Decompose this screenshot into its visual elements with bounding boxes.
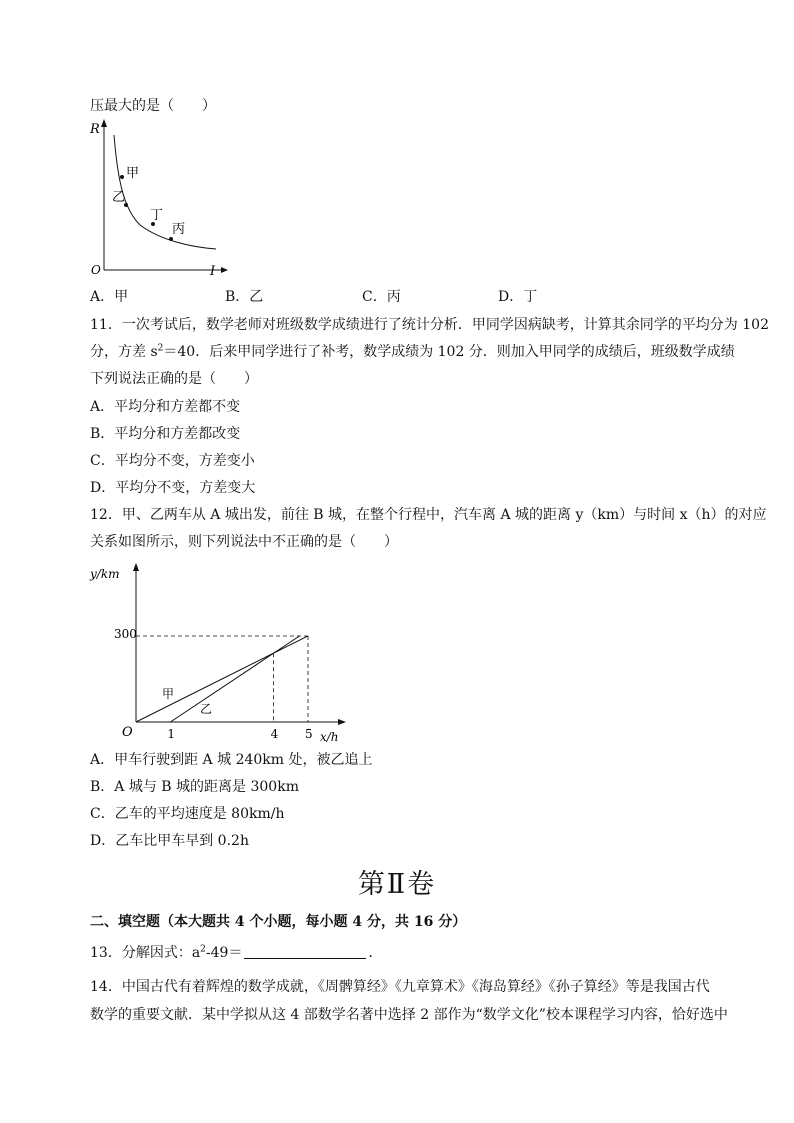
origin-label-q12: O bbox=[122, 725, 133, 740]
q10-graph bbox=[80, 115, 230, 285]
q11-option-b[interactable]: B．平均分和方差都改变 bbox=[90, 426, 241, 442]
q11-line2-a: 分，方差 s bbox=[90, 344, 158, 360]
section2-heading: 二、填空题（本大题共 4 个小题，每小题 4 分，共 16 分） bbox=[90, 914, 467, 930]
q11-line2-b: ＝40．后来甲同学进行了补考，数学成绩为 102 分．则加入甲同学的成绩后，班级数学成绩 bbox=[163, 344, 735, 360]
y-axis-label: y/km bbox=[90, 567, 120, 581]
q12-line1: 12．甲、乙两车从 A 城出发，前往 B 城，在整个行程中，汽车离 A 城的距离 y（km）与时间 x（h）的对应 bbox=[90, 507, 767, 523]
series-jia-line bbox=[136, 636, 308, 722]
q13-end: ． bbox=[368, 945, 383, 961]
axis-label-i: I bbox=[210, 264, 216, 279]
q11-line1: 11．一次考试后，数学老师对班级数学成绩进行了统计分析．甲同学因病缺考，计算其余同学的平均分为 102 bbox=[90, 317, 769, 333]
label-jia: 甲 bbox=[126, 166, 140, 181]
q10-option-a[interactable]: A．甲 bbox=[90, 289, 129, 305]
series-yi-line bbox=[170, 636, 299, 722]
q11-line3: 下列说法正确的是（ ） bbox=[90, 371, 258, 387]
q10-option-c[interactable]: C．丙 bbox=[362, 289, 401, 305]
q12-graph bbox=[84, 560, 364, 750]
x-tick-4: 4 bbox=[270, 727, 279, 741]
q13 bbox=[90, 944, 382, 962]
q13-a: 13．分解因式：a bbox=[90, 945, 201, 961]
q12-option-a[interactable]: A．甲车行驶到距 A 城 240km 处，被乙追上 bbox=[90, 752, 373, 768]
q12-option-d[interactable]: D．乙车比甲车早到 0.2h bbox=[90, 833, 249, 849]
x-tick-1: 1 bbox=[167, 727, 176, 741]
q10-option-b[interactable]: B．乙 bbox=[225, 289, 264, 305]
q12-option-b[interactable]: B．A 城与 B 城的距离是 300km bbox=[90, 779, 299, 795]
x-axis-label: x/h bbox=[320, 730, 339, 744]
point-bing bbox=[169, 237, 173, 241]
label-yi: 乙 bbox=[112, 190, 126, 205]
label-ding: 丁 bbox=[150, 208, 164, 223]
q11-option-d[interactable]: D．平均分不变，方差变大 bbox=[90, 480, 256, 496]
q10-stem: 压最大的是（ ） bbox=[90, 98, 216, 114]
q10-option-d[interactable]: D．丁 bbox=[498, 289, 538, 305]
q11-sup: 2 bbox=[157, 343, 164, 354]
q11-line2 bbox=[90, 343, 735, 361]
q11-option-a[interactable]: A．平均分和方差都不变 bbox=[90, 399, 241, 415]
q13-b: -49＝ bbox=[205, 945, 243, 961]
origin-label: O bbox=[91, 263, 101, 277]
y-tick-300: 300 bbox=[114, 627, 137, 641]
x-tick-5: 5 bbox=[305, 727, 313, 741]
series-jia-label: 甲 bbox=[162, 687, 175, 701]
q14-line1: 14．中国古代有着辉煌的数学成就，《周髀算经》《九章算术》《海岛算经》《孙子算经》等是我国古代 bbox=[90, 979, 710, 995]
q13-sup: 2 bbox=[200, 944, 206, 955]
q13-answer-blank[interactable] bbox=[244, 944, 366, 959]
q12-option-c[interactable]: C．乙车的平均速度是 80km/h bbox=[90, 806, 285, 822]
part2-title: 第Ⅱ卷 bbox=[357, 869, 437, 900]
point-jia bbox=[120, 175, 124, 179]
q11-option-c[interactable]: C．平均分不变，方差变小 bbox=[90, 453, 255, 469]
q12-line2: 关系如图所示，则下列说法中不正确的是（ ） bbox=[90, 534, 398, 550]
axis-label-r: R bbox=[90, 122, 100, 137]
label-bing: 丙 bbox=[172, 222, 186, 237]
q14-line2: 数学的重要文献．某中学拟从这 4 部数学名著中选择 2 部作为“数学文化”校本课程学习内容，恰好选中 bbox=[90, 1007, 728, 1023]
series-yi-label: 乙 bbox=[200, 702, 213, 716]
